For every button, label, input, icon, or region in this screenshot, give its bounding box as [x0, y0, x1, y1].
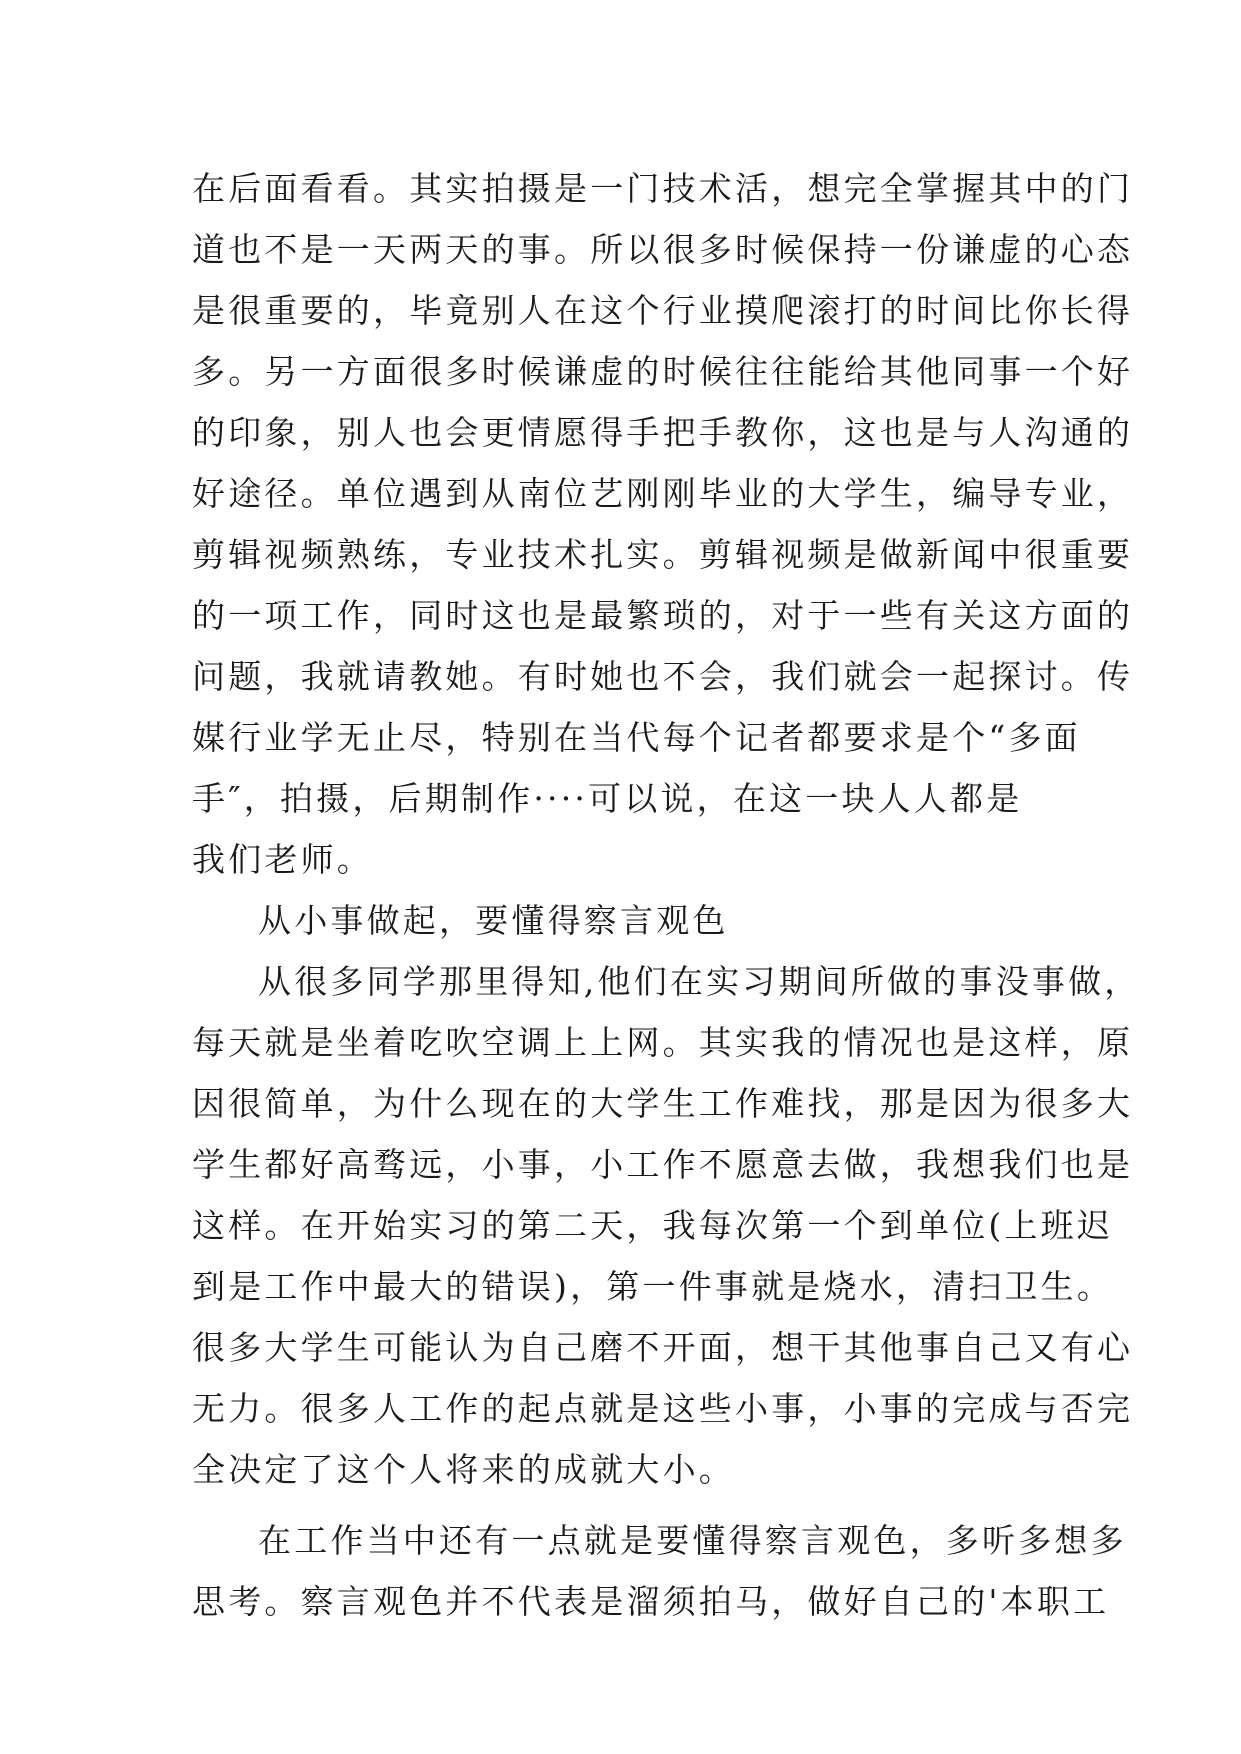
paragraph-start-line: 在工作当中还有一点就是要懂得察言观色，多听多想多	[258, 1521, 1127, 1560]
text-line: 我们老师。	[192, 840, 373, 879]
text-line: 的印象，别人也会更情愿得手把手教你，这也是与人沟通的	[192, 413, 1134, 452]
text-line: 因很简单，为什么现在的大学生工作难找，那是因为很多大	[192, 1084, 1134, 1123]
text-line: 手″，拍摄，后期制作····可以说，在这一块人人都是	[192, 779, 1023, 818]
text-line: 全决定了这个人将来的成就大小。	[192, 1450, 735, 1489]
text-line: 无力。很多人工作的起点就是这些小事，小事的完成与否完	[192, 1389, 1134, 1428]
text-line: 好途径。单位遇到从南位艺刚刚毕业的大学生，编导专业，	[192, 474, 1134, 513]
paragraph-start-line: 从很多同学那里得知,他们在实习期间所做的事没事做，	[258, 962, 1141, 1001]
paragraph-spacer	[192, 1500, 1072, 1510]
text-line: 到是工作中最大的错误)，第一件事就是烧水，清扫卫生。	[192, 1267, 1114, 1306]
text-line: 媒行业学无止尽，特别在当代每个记者都要求是个“多面	[192, 718, 1081, 757]
text-line: 在后面看看。其实拍摄是一门技术活，想完全掌握其中的门	[192, 169, 1134, 208]
text-line: 道也不是一天两天的事。所以很多时候保持一份谦虚的心态	[192, 230, 1134, 269]
text-line: 每天就是坐着吃吹空调上上网。其实我的情况也是这样，原	[192, 1023, 1134, 1062]
text-line: 思考。察言观色并不代表是溜须拍马，做好自己的'本职工	[192, 1582, 1110, 1621]
text-line: 很多大学生可能认为自己磨不开面，想干其他事自己又有心	[192, 1328, 1134, 1367]
text-line: 学生都好高骛远，小事，小工作不愿意去做，我想我们也是	[192, 1145, 1134, 1184]
document-body	[192, 158, 1141, 1632]
section-heading: 从小事做起，要懂得察言观色	[258, 901, 729, 940]
text-line: 问题，我就请教她。有时她也不会，我们就会一起探讨。传	[192, 657, 1134, 696]
text-line: 多。另一方面很多时候谦虚的时候往往能给其他同事一个好	[192, 352, 1134, 391]
text-line: 这样。在开始实习的第二天，我每次第一个到单位(上班迟	[192, 1206, 1114, 1245]
text-line: 的一项工作，同时这也是最繁琐的，对于一些有关这方面的	[192, 596, 1134, 635]
text-line: 是很重要的，毕竟别人在这个行业摸爬滚打的时间比你长得	[192, 291, 1134, 330]
text-line: 剪辑视频熟练，专业技术扎实。剪辑视频是做新闻中很重要	[192, 535, 1134, 574]
